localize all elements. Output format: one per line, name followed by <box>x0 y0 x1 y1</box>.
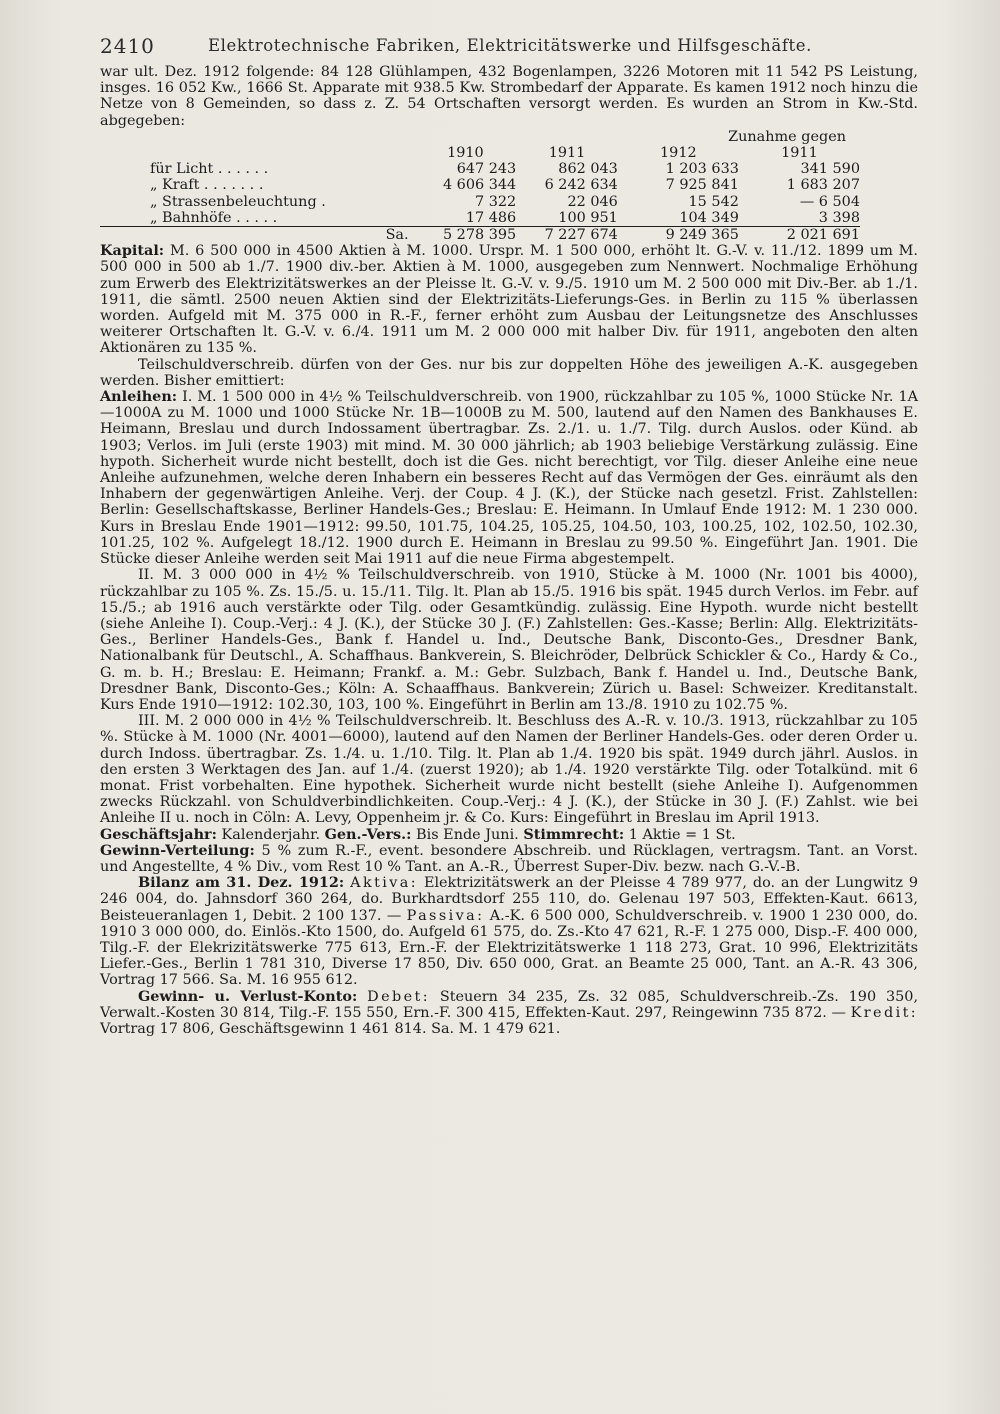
bilanz-heading: Bilanz am 31. Dez. 1912: <box>138 874 345 892</box>
aktiva-text: Elektrizitätswerk an der Pleisse 4 789 977, do. an der Lungwitz 9 246 004, do. Jahnsdorf 360 264, do. Burkhardtsdorf 255 110, do. Gelenau 197 503, Effekten-Kaut. 6613, Beisteueranlagen 1, Debit. 2 100 137. — <box>100 875 918 924</box>
cell-value: 1 203 633 <box>665 161 739 178</box>
debet-label: Debet: <box>367 988 430 1005</box>
row-label: „ Strassenbeleuchtung . <box>150 193 326 210</box>
gewinn-verlust-paragraph <box>100 989 918 1038</box>
year-header: 1912 <box>660 145 697 162</box>
table-sum-row <box>100 227 860 244</box>
kapital-heading: Kapital: <box>100 242 165 260</box>
gen-vers-heading: Gen.-Vers.: <box>324 825 412 843</box>
sum-value: 2 021 691 <box>739 227 860 244</box>
year-header: 1911 <box>548 145 586 162</box>
year-header: 1910 <box>447 145 484 162</box>
kredit-text: Vortrag 17 806, Geschäftsgewinn 1 461 814. Sa. M. 1 479 621. <box>100 1020 561 1037</box>
table-row <box>100 177 860 193</box>
cell-value: 7 322 <box>475 193 517 210</box>
sum-value: 7 227 674 <box>516 227 618 244</box>
cell-value: — 6 504 <box>799 193 860 210</box>
kredit-label: Kredit: <box>850 1004 919 1021</box>
electricity-stats-table <box>100 129 860 243</box>
cell-value: 100 951 <box>558 209 618 226</box>
cell-value: 4 606 344 <box>442 177 517 194</box>
cell-value: 22 046 <box>567 193 618 210</box>
page-number: 2410 <box>100 34 155 58</box>
gewinn-verteilung-text: 5 % zum R.-F., event. besondere Abschreib. und Rücklagen, vertragsm. Tant. an Vorst. und Angestellte, 4 % Div., vom Rest 10 % Tant. an A.-R., Überrest Super-Div. bezw. nach G.-V.-B. <box>100 842 918 875</box>
table-increase-header-row <box>100 129 860 145</box>
cell-value: 17 486 <box>465 209 517 226</box>
geschaeftsjahr-text: Kalenderjahr. <box>221 826 321 843</box>
intro-paragraph: war ult. Dez. 1912 folgende: 84 128 Glühlampen, 432 Bogenlampen, 3226 Motoren mit 11 542 PS Leistung, insges. 16 052 Kw., 1666 St. Apparate mit 938.5 Kw. Strombedarf der Apparate. Es kamen 1912 noch hinzu die Netze von 8 Gemeinden, so dass z. Z. 54 Ortschaften versorgt werden. Es wurden an Strom in Kw.-Std. abgegeben: <box>100 64 918 129</box>
stimmrecht-heading: Stimmrecht: <box>523 825 625 843</box>
cell-value: 104 349 <box>679 209 739 226</box>
kapital-text: M. 6 500 000 in 4500 Aktien à M. 1000. Urspr. M. 1 500 000, erhöht lt. G.-V. v. 11./12. 1899 um M. 500 000 in 500 ab 1./7. 1900 div.-ber. Aktien à M. 1000, ausgegeben zum Nennwert. Nochmalige Erhöhung zum Erwerb des Elektrizitätswerkes an der Pleisse lt. G.-V. v. 9./5. 1910 um M. 2 500 000 mit Div.-Ber. ab 1./1. 1911, die sämtl. 2500 neuen Aktien sind der Elektrizitäts-Lieferungs-Ges. in Berlin zu 115 % überlassen worden. Aufgeld mit M. 375 000 in R.-F., ferner erhöht zum Ausbau der Leitungsnetze des Anschlusses weiterer Ortschaften lt. G.-V. v. 6./4. 1911 um M. 2 000 000 mit halber Div. für 1911, angeboten den alten Aktionären zu 135 %. <box>100 243 918 357</box>
cell-value: 3 398 <box>818 209 860 226</box>
year-header: 1911 <box>781 145 818 162</box>
cell-value: 341 590 <box>800 161 860 178</box>
anleihen-heading: Anleihen: <box>100 388 178 406</box>
gewinn-verteilung-heading: Gewinn-Verteilung: <box>100 841 255 859</box>
sum-label: Sa. <box>100 227 415 244</box>
gewinn-verlust-heading: Gewinn- u. Verlust-Konto: <box>138 987 358 1005</box>
cell-value: 7 925 841 <box>665 177 739 194</box>
table-row <box>100 161 860 177</box>
cell-value: 1 683 207 <box>786 177 860 194</box>
passiva-text: A.-K. 6 500 000, Schuldverschreib. v. 1900 1 230 000, do. 1910 3 000 000, do. Einlös.-Kto 1500, do. Aufgeld 61 575, do. Zs.-Kto 47 621, R.-F. 1 275 000, Disp.-F. 400 000, Tilg.-F. der Elekrizitätswerke 775 613, Ern.-F. der Elektrizitätswerke 1 118 273, Grat. 10 996, Elektrizitäts Liefer.-Ges., Berlin 1 781 310, Diverse 17 850, Div. 650 000, Grat. an Beamte 25 000, Tant. an A.-R. 43 306, Vortrag 17 566. Sa. M. 16 955 612. <box>100 907 918 989</box>
kapital-paragraph <box>100 243 918 356</box>
table-row <box>100 210 860 227</box>
teilschuld-paragraph: Teilschuldverschreib. dürfen von der Ges. nur bis zur doppelten Höhe des jeweiligen A.-K. ausgegeben werden. Bisher emittiert: <box>100 356 918 389</box>
sum-value: 5 278 395 <box>415 227 517 244</box>
table-row <box>100 194 860 210</box>
anleihe-iii-paragraph: III. M. 2 000 000 in 4½ % Teilschuldverschreib. lt. Beschluss des A.-R. v. 10./3. 1913, rückzahlbar zu 105 %. Stücke à M. 1000 (Nr. 4001—6000), lautend auf den Namen der Berliner Handels-Ges. oder deren Order u. durch Indoss. übertragbar. Zs. 1./4. u. 1./10. Tilg. lt. Plan ab 1./4. 1920 bis spät. 1949 durch jährl. Auslos. in den ersten 3 Werktagen des Jan. auf 1./4. (zuerst 1920); ab 1./4. 1920 verstärkte Tilg. oder Totalkünd. mit 6 monat. Frist vorbehalten. Eine hypothek. Sicherheit wurde nicht bestellt (siehe Anleihe I). Aufgenommen zwecks Rückzahl. von Schuldverbindlichkeiten. Coup.-Verj.: 4 J. (K.), der Stücke in 30 J. (F.) Zahlst. wie bei Anleihe II u. noch in Cöln: A. Levy, Oppenheim jr. & Co. Kurs: Eingeführt in Breslau im April 1913. <box>100 713 918 827</box>
debet-text: Steuern 34 235, Zs. 32 085, Schuldverschreib.-Zs. 190 350, Verwalt.-Kosten 30 814, Tilg.-F. 155 550, Ern.-F. 300 415, Effekten-Kaut. 297, Reingewinn 735 872. — <box>100 988 919 1021</box>
cell-value: 6 242 634 <box>544 177 618 194</box>
page-header <box>100 34 918 64</box>
row-label: „ Kraft . . . . . . . <box>150 177 264 194</box>
stimmrecht-text: 1 Aktie = 1 St. <box>628 826 736 843</box>
aktiva-label: Aktiva: <box>350 875 419 892</box>
passiva-label: Passiva: <box>406 907 485 924</box>
row-label: für Licht . . . . . . <box>150 161 269 178</box>
sum-value: 9 249 365 <box>618 227 739 244</box>
anleihe-i-paragraph <box>100 389 918 567</box>
table-year-row <box>100 145 860 161</box>
cell-value: 647 243 <box>456 161 517 178</box>
anleihe-i-text: I. M. 1 500 000 in 4½ % Teilschuldverschreib. von 1900, rückzahlbar zu 105 %, 1000 Stücke Nr. 1A—1000A zu M. 1000 und 1000 Stücke Nr. 1B—1000B zu M. 500, lautend auf den Namen des Bankhauses E. Heimann, Breslau und durch Indossament übertragbar. Zs. 2./1. u. 1./7. Tilg. durch Auslos. oder Künd. ab 1903; Verlos. im Juli (erste 1903) mit mind. M. 30 000 jährlich; ab 1903 beliebige Verstärkung zulässig. Eine hypoth. Sicherheit wurde nicht bestellt, doch ist die Ges. nicht berechtigt, vor Tilg. dieser Anleihe eine neue Anleihe aufzunehmen, welche deren Inhabern ein besseres Recht auf das Vermögen der Ges. einräumt als den Inhabern der gegenwärtigen Anleihe. Verj. der Coup. 4 J. (K.), der Stücke nach gesetzl. Frist. Zahlstellen: Berlin: Gesellschaftskasse, Berliner Handels-Ges.; Breslau: E. Heimann. In Umlauf Ende 1912: M. 1 230 000. Kurs in Breslau Ende 1901—1912: 99.50, 101.75, 104.25, 105.25, 104.50, 103, 100.25, 102, 102.50, 102.30, 101.25, 102 %. Aufgelegt 18./12. 1900 durch E. Heimann in Breslau zu 99.50 %. Eingeführt Jan. 1901. Die Stücke dieser Anleihe werden seit Mai 1911 auf die neue Firma abgestempelt. <box>100 389 918 568</box>
geschaeftsjahr-paragraph <box>100 827 918 843</box>
gewinn-verteilung-paragraph <box>100 843 918 875</box>
cell-value: 15 542 <box>688 193 739 210</box>
gen-vers-text: Bis Ende Juni. <box>416 826 519 843</box>
running-title: Elektrotechnische Fabriken, Elektricitätswerke und Hilfsgeschäfte. <box>208 36 812 55</box>
geschaeftsjahr-heading: Geschäftsjahr: <box>100 825 217 843</box>
anleihe-ii-paragraph: II. M. 3 000 000 in 4½ % Teilschuldverschreib. von 1910, Stücke à M. 1000 (Nr. 1001 bis 4000), rückzahlbar zu 105 %. Zs. 15./5. u. 15./11. Tilg. lt. Plan ab 15./5. 1916 bis spät. 1945 durch Verlos. im Febr. auf 15./5.; ab 1916 auch verstärkte oder Tilg. oder Gesamtkündig. zulässig. Eine Hypoth. wurde nicht bestellt (siehe Anleihe I). Coup.-Verj.: 4 J. (K.), der Stücke 30 J. (F.) Zahlstellen: Ges.-Kasse; Berlin: Allg. Elektrizitäts-Ges., Berliner Handels-Ges., Bank f. Handel u. Ind., Deutsche Bank, Disconto-Ges., Dresdner Bank, Nationalbank für Deutschl., A. Schaffhaus. Bankverein, S. Bleichröder, Delbrück Schickler & Co., Hardy & Co., G. m. b. H.; Breslau: E. Heimann; Frankf. a. M.: Gebr. Sulzbach, Bank f. Handel u. Ind., Deutsche Bank, Dresdner Bank, Disconto-Ges.; Köln: A. Schaaffhaus. Bankverein; Zürich u. Basel: Schweizer. Kreditanstalt. Kurs Ende 1910—1912: 102.30, 103, 100 %. Eingeführt in Berlin am 13./8. 1910 zu 102.75 %. <box>100 567 918 713</box>
bilanz-paragraph <box>100 875 918 988</box>
increase-label: Zunahme gegen <box>728 128 846 145</box>
row-label: „ Bahnhöfe . . . . . <box>150 209 278 226</box>
cell-value: 862 043 <box>558 161 618 178</box>
